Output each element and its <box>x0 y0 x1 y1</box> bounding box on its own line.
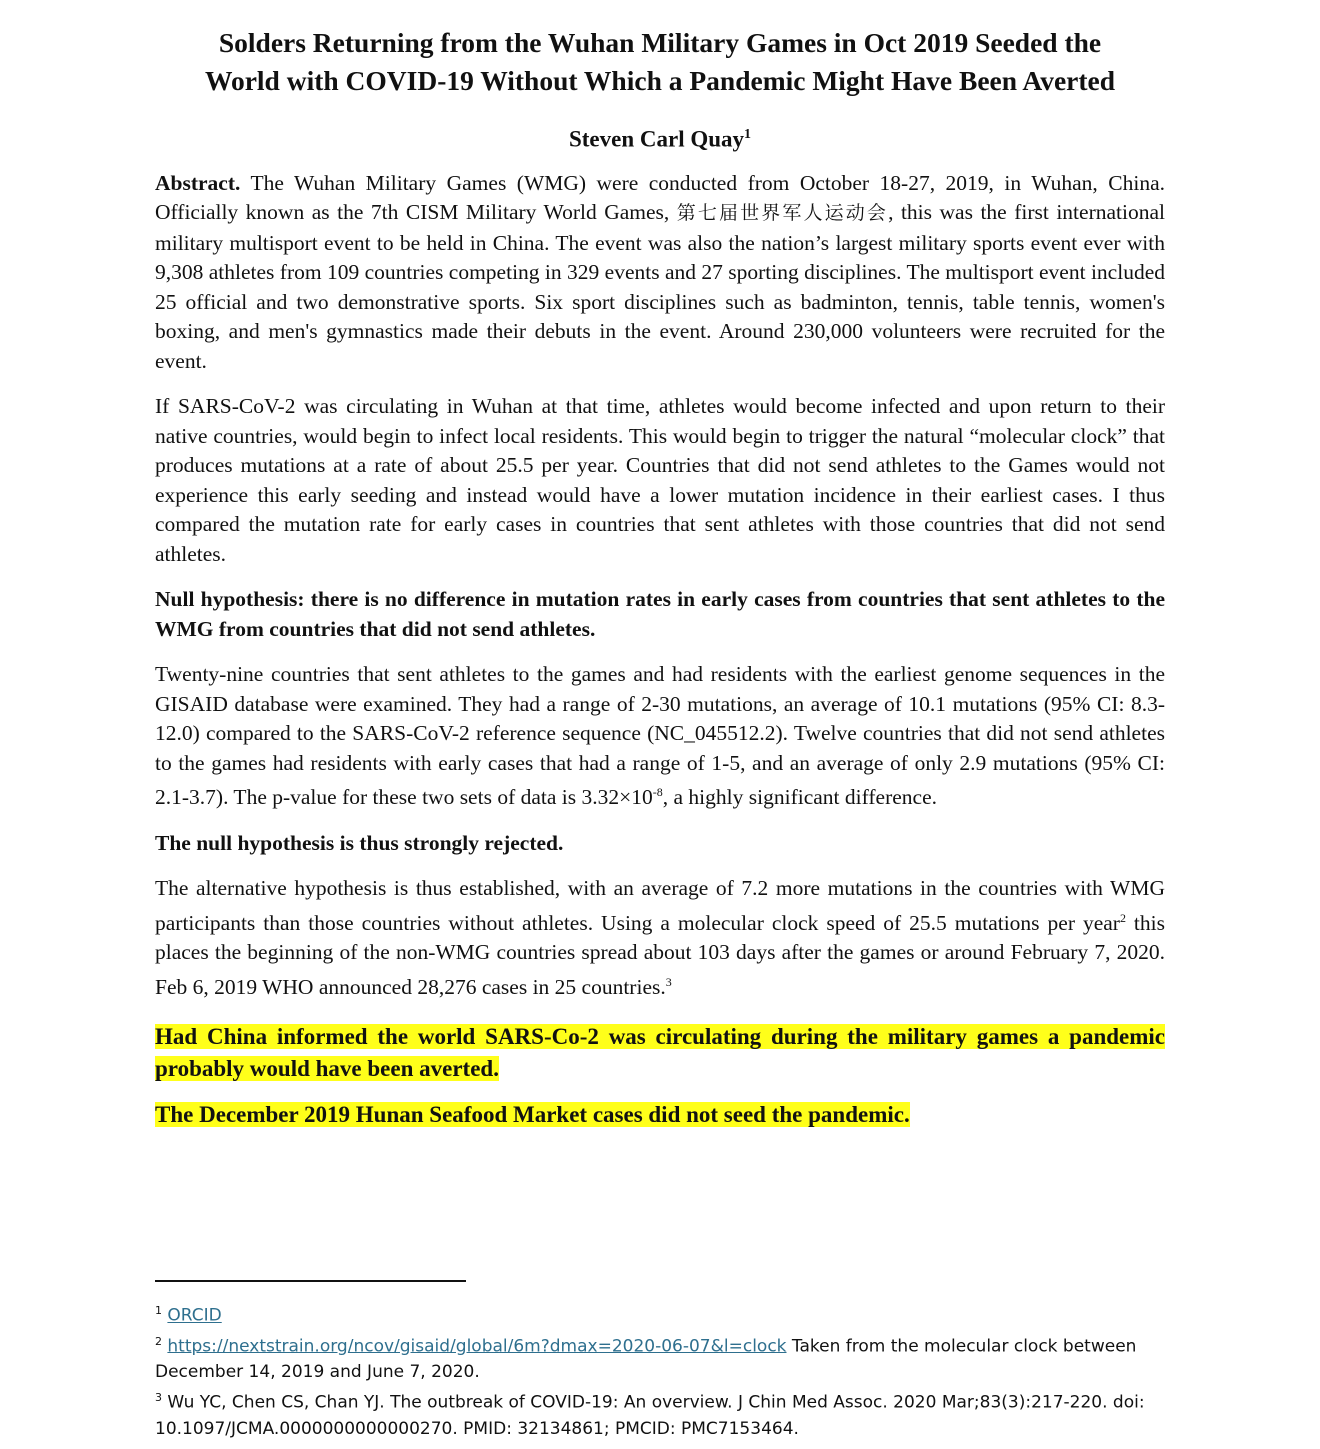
alternative-paragraph <box>155 874 1165 1002</box>
footnote-mark-3[interactable]: 3 <box>665 974 672 989</box>
footnote-divider <box>155 1280 466 1282</box>
footnotes <box>155 1298 1155 1442</box>
alternative-text-1: The alternative hypothesis is thus established, with an average of 7.2 more mutations in the countries with WMG participants than those countries without athletes. Using a molecular clock speed of 25.5 mutations per year <box>155 876 1165 935</box>
author-name: Steven Carl Quay <box>568 126 745 152</box>
abstract-chinese-name: 第七届世界军人运动会 <box>676 202 889 225</box>
highlight-text-1: Had China informed the world SARS-Co-2 was circulating during the military games a pandemic probably would have been averted. <box>155 1023 1165 1081</box>
document-page <box>155 24 1165 1131</box>
abstract-text-2: , this was the first international military multisport event to be held in China. The event was also the nation’s largest military sports event ever with 9,308 athletes from 109 countries competing in 329 events and 27 sporting disciplines. The multisport event included 25 official and two demonstrative sports. Six sport disciplines such as badminton, tennis, table tennis, women's boxing, and men's gymnastics made their debuts in the event. Around 230,000 volunteers were recruited for the event. <box>155 200 1165 373</box>
results-paragraph <box>155 660 1165 813</box>
orcid-link[interactable]: ORCID <box>167 1305 222 1326</box>
rejection-statement: The null hypothesis is thus strongly rejected. <box>155 830 564 855</box>
footnote-1-mark: 1 <box>155 1304 162 1317</box>
footnote-3 <box>155 1385 1155 1442</box>
highlight-conclusion-1 <box>155 1021 1165 1085</box>
abstract-label: Abstract. <box>155 170 241 195</box>
abstract-text-1: The Wuhan Military Games (WMG) were conducted from October 18-27, 2019, in Wuhan, China. Officially known as the 7th CISM Military World Games, <box>155 170 1165 225</box>
results-text-1: Twenty-nine countries that sent athletes to the games and had residents with the earliest genome sequences in the GISAID database were examined. They had a range of 2-30 mutations, an average of 10.1 mutations (95% CI: 8.3-12.0) compared to the SARS-CoV-2 reference sequence (NC_045512.2). Twelve countries that did not send athletes to the games had residents with early cases that had a range of 1-5, and an average of only 2.9 mutations (95% CI: 2.1-3.7). The p-value for these two sets of data is 3.32×10 <box>155 662 1165 810</box>
author-footnote-mark[interactable]: 1 <box>744 127 752 142</box>
null-hypothesis: Null hypothesis: there is no difference in mutation rates in early cases from countries that sent athletes to the WMG from countries that did not send athletes. <box>155 587 1165 641</box>
nextstrain-link[interactable]: https://nextstrain.org/ncov/gisaid/global/6m?dmax=2020-06-07&l=clock <box>167 1336 787 1357</box>
highlight-text-2: The December 2019 Hunan Seafood Market cases did not seed the pandemic. <box>155 1101 910 1127</box>
p-value-exponent: -8 <box>652 785 663 800</box>
document-title: Solders Returning from the Wuhan Military Games in Oct 2019 Seeded the World with COVID-19 Without Which a Pandemic Might Have Been Averted <box>204 27 1116 96</box>
alternative-text-2: this places the beginning of the non-WMG countries spread about 103 days after the games or around February 7, 2020. Feb 6, 2019 WHO announced 28,276 cases in 25 countries. <box>155 910 1165 1000</box>
footnote-2 <box>155 1329 1155 1386</box>
footnote-mark-2[interactable]: 2 <box>1119 910 1126 925</box>
footnote-3-text: Wu YC, Chen CS, Chan YJ. The outbreak of COVID-19: An overview. J Chin Med Assoc. 2020 Mar;83(3):217-220. doi: 10.1097/JCMA.0000000000000270. PMID: 32134861; PMCID: PMC7153464. <box>155 1392 1145 1439</box>
footnote-2-mark: 2 <box>155 1334 162 1348</box>
footnote-2-text: Taken from the molecular clock between December 14, 2019 and June 7, 2020. <box>155 1336 1137 1383</box>
author-line <box>155 120 1165 155</box>
results-text-2: , a highly significant difference. <box>662 785 937 810</box>
highlight-conclusion-2 <box>155 1099 1165 1131</box>
footnote-1 <box>155 1298 1155 1329</box>
footnote-3-mark: 3 <box>155 1391 162 1405</box>
sars-paragraph: If SARS-CoV-2 was circulating in Wuhan at that time, athletes would become infected and upon return to their native countries, would begin to infect local residents. This would begin to trigger the natural “molecular clock” that produces mutations at a rate of about 25.5 per year. Countries that did not send athletes to the Games would not experience this early seeding and instead would have a lower mutation incidence in their earliest cases. I thus compared the mutation rate for early cases in countries that sent athletes with those countries that did not send athletes. <box>155 394 1165 566</box>
abstract-paragraph <box>155 169 1165 377</box>
